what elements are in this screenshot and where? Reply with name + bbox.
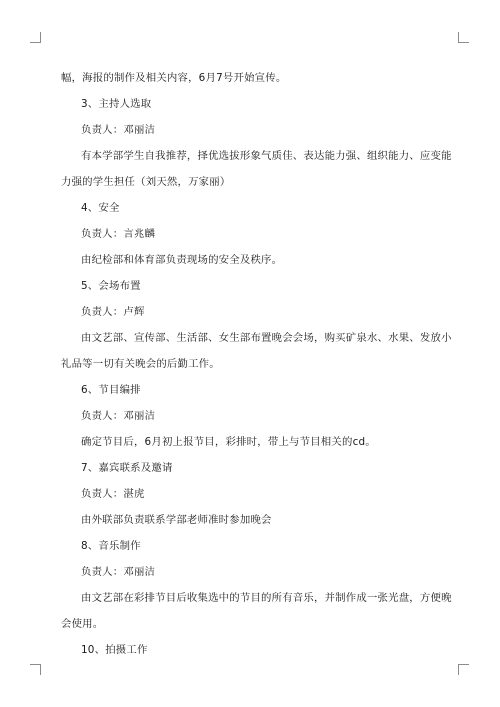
crop-mark-bottom-right [458,664,469,675]
text-line: 负责人：湛虎 [81,488,145,500]
text-line: 10、拍摄工作 [81,644,148,656]
text-line: 由外联部负责联系学部老师准时参加晚会 [81,514,272,526]
text-line: 7、嘉宾联系及邀请 [81,462,173,474]
crop-mark-bottom-left [30,664,41,675]
text-line: 4、安全 [81,202,120,214]
text-line: 负责人：邓丽洁 [81,566,156,578]
text-line: 6、节目编排 [81,384,141,396]
text-line: 由文艺部、宣传部、生活部、女生部布置晚会会场，购买矿泉水、水果、发放小 [81,332,452,344]
text-line: 力强的学生担任（刘天然，万家丽） [61,176,231,188]
text-line: 幅，海报的制作及相关内容，6月7号开始宣传。 [61,72,287,84]
crop-mark-top-right [458,32,469,43]
text-line: 确定节目后，6月初上报节目，彩排时，带上与节目相关的cd。 [81,436,376,448]
text-line: 会使用。 [61,618,104,630]
text-line: 3、主持人选取 [81,98,152,110]
text-line: 负责人：邓丽洁 [81,124,156,136]
text-line: 5、会场布置 [81,280,141,292]
text-line: 有本学部学生自我推荐，择优选拔形象气质佳、表达能力强、组织能力、应变能 [81,150,452,162]
crop-mark-top-left [30,32,41,43]
text-line: 由纪检部和体育部负责现场的安全及秩序。 [81,254,283,266]
text-line: 由文艺部在彩排节目后收集选中的节目的所有音乐，并制作成一张光盘，方便晚 [81,592,452,604]
text-line: 8、音乐制作 [81,540,141,552]
text-line: 礼品等一切有关晚会的后勤工作。 [61,358,220,370]
text-line: 负责人：卢辉 [81,306,145,318]
document-body [61,65,452,663]
text-line: 负责人：邓丽洁 [81,410,156,422]
text-line: 负责人：言兆麟 [81,228,156,240]
